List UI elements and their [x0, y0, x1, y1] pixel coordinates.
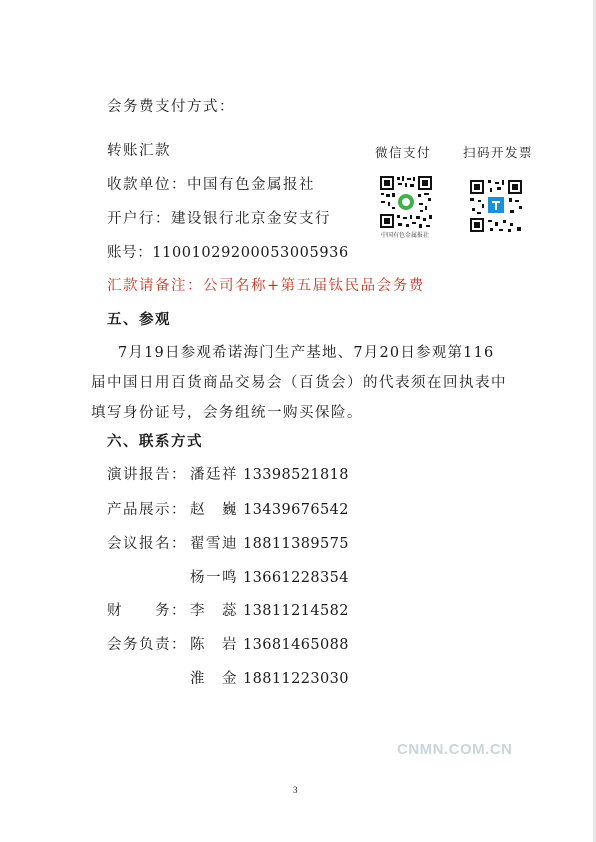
- qr-invoice-caption: 扫码开发票: [463, 145, 534, 160]
- contact-name: 杨一鸣: [190, 570, 238, 586]
- contact-name: 陈 岩: [190, 637, 238, 653]
- watermark: CNMN.COM.CN: [397, 741, 513, 758]
- section5-line3: 填写身份证号，会务组统一购买保险。: [91, 405, 363, 421]
- contact-role: 产品展示：: [107, 502, 187, 518]
- contact-phone: 13398521818: [243, 467, 349, 483]
- payment-account: 账号：11001029200053005936: [107, 245, 349, 261]
- contact-role: 演讲报告：: [107, 467, 187, 483]
- contact-phone: 13439676542: [243, 502, 349, 518]
- payment-heading: 会务费支付方式：: [107, 99, 235, 115]
- qr-wechat-label: 中国有色金属报社: [381, 232, 430, 239]
- section5-heading: 五、参观: [107, 311, 171, 328]
- payment-payee: 收款单位：中国有色金属报社: [107, 177, 315, 193]
- payment-bank: 开户行：建设银行北京金安支行: [107, 211, 331, 227]
- contact-role: 财 务：: [107, 603, 187, 619]
- invoice-qr-icon[interactable]: [468, 178, 524, 234]
- contact-phone: 18811223030: [243, 671, 349, 687]
- page-number: 3: [293, 785, 298, 795]
- contact-name: 李 蕊: [190, 603, 238, 619]
- contact-phone: 13681465088: [243, 637, 349, 653]
- contact-role: 会议报名：: [107, 536, 187, 552]
- wechat-qr-icon[interactable]: [378, 174, 434, 239]
- payment-remark: 汇款请备注：公司名称+第五届钛民品会务费: [107, 278, 425, 294]
- contact-name: 淮 金: [190, 671, 238, 687]
- qr-wechat-caption: 微信支付: [375, 145, 432, 160]
- contact-phone: 13811214582: [243, 603, 349, 619]
- contact-name: 赵 巍: [190, 502, 238, 518]
- contact-role: 会务负责：: [107, 637, 187, 653]
- section5-line1: 7月19日参观希诺海门生产基地、7月20日参观第116: [118, 345, 495, 361]
- contact-name: 翟雪迪: [190, 536, 238, 552]
- contact-name: 潘廷祥: [190, 467, 238, 483]
- section6-heading: 六、联系方式: [107, 433, 203, 450]
- payment-transfer: 转账汇款: [107, 143, 171, 159]
- section5-line2: 届中国日用百货商品交易会（百货会）的代表须在回执表中: [91, 375, 507, 391]
- contact-phone: 13661228354: [243, 570, 349, 586]
- contact-phone: 18811389575: [243, 536, 349, 552]
